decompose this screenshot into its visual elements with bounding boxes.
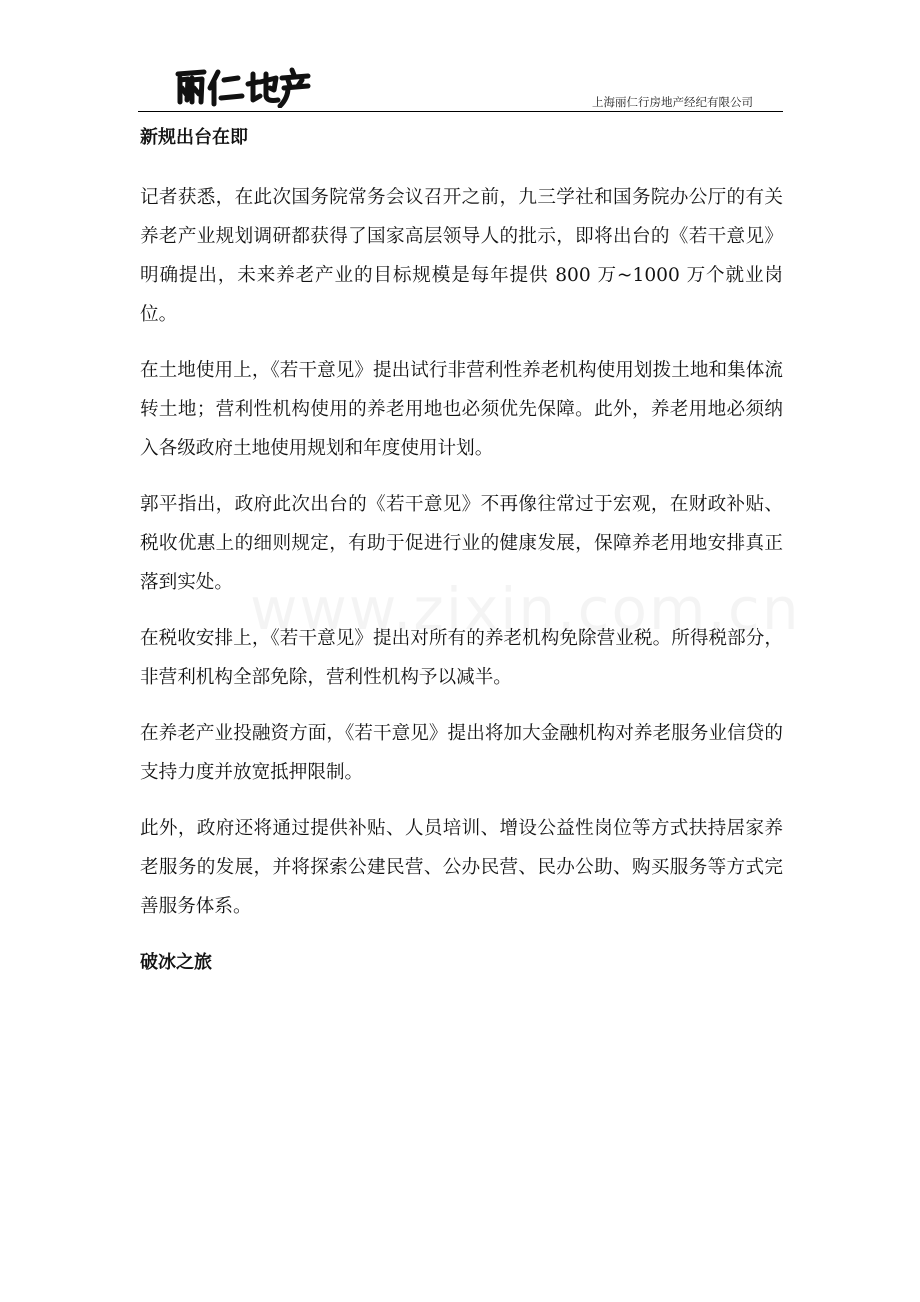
section-heading: 新规出台在即 [140,127,248,148]
paragraph: 此外，政府还将通过提供补贴、人员培训、增设公益性岗位等方式扶持居家养老服务的发展，并将探索公建民营、公办民营、民办公助、购买服务等方式完善服务体系。 [140,818,783,917]
paragraph: 在养老产业投融资方面，《若干意见》提出将加大金融机构对养老服务业信贷的支持力度并放宽抵押限制。 [140,723,783,783]
section-heading: 破冰之旅 [140,952,212,973]
paragraph: 在税收安排上，《若干意见》提出对所有的养老机构免除营业税。所得税部分，非营利机构全部免除，营利性机构予以减半。 [140,628,783,688]
company-name: 上海丽仁行房地产经纪有限公司 [592,95,753,109]
page-header [138,62,783,114]
paragraph: 在土地使用上，《若干意见》提出试行非营利性养老机构使用划拨土地和集体流转土地；营利性机构使用的养老用地也必须优先保障。此外，养老用地必须纳入各级政府土地使用规划和年度使用计划。 [140,360,783,459]
company-logo [174,66,314,108]
paragraph: 记者获悉，在此次国务院常务会议召开之前，九三学社和国务院办公厅的有关养老产业规划调研都获得了国家高层领导人的批示，即将出台的《若干意见》明确提出，未来养老产业的目标规模是每年提供 800 万~1000 万个就业岗位。 [140,187,783,325]
paragraph: 郭平指出，政府此次出台的《若干意见》不再像往常过于宏观，在财政补贴、税收优惠上的细则规定，有助于促进行业的健康发展，保障养老用地安排真正落到实处。 [140,494,783,593]
article-body [140,118,783,983]
header-divider [138,111,783,112]
